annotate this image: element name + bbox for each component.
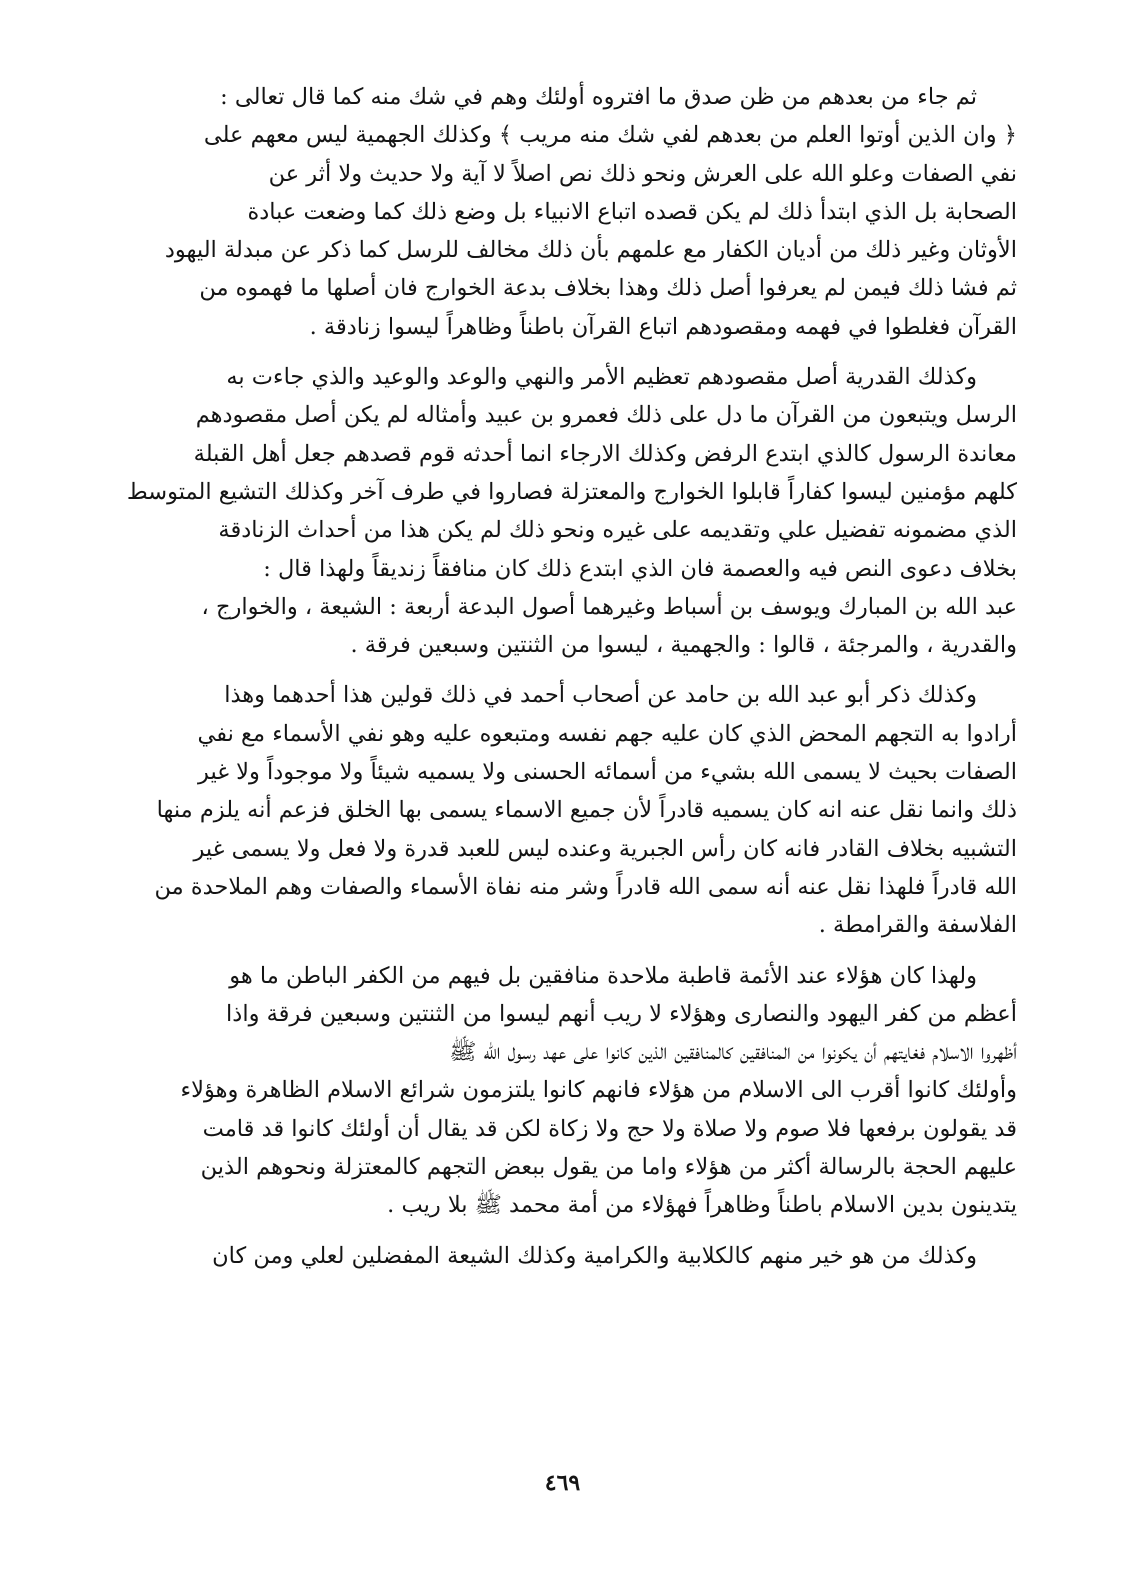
text-line: وكذلك من هو خير منهم كالكلابية والكرامية وكذلك الشيعة المفضلين لعلي ومن كان bbox=[212, 1242, 977, 1269]
paragraph-2 bbox=[72, 358, 1017, 664]
text-line: عليهم الحجة بالرسالة أكثر من هؤلاء واما من يقول ببعض التجهم كالمعتزلة ونحوهم الذين bbox=[200, 1154, 1017, 1181]
text-line: الأوثان وغير ذلك من أديان الكفار مع علمهم بأن ذلك مخالف للرسل كما ذكر عن مبدلة اليهود bbox=[164, 237, 1017, 264]
text-line: معاندة الرسول كالذي ابتدع الرفض وكذلك الارجاء انما أحدثه قوم قصدهم جعل أهل القبلة bbox=[193, 440, 1017, 467]
text-line: التشبيه بخلاف القادر فانه كان رأس الجبرية وعنده ليس للعبد قدرة ولا فعل ولا يسمى غير bbox=[193, 835, 1017, 862]
text-line: الذي مضمونه تفضيل علي وتقديمه على غيره ونحو ذلك لم يكن هذا من أحداث الزنادقة bbox=[218, 517, 1017, 544]
text-line: وكذلك ذكر أبو عبد الله بن حامد عن أصحاب أحمد في ذلك قولين هذا أحدهما وهذا bbox=[224, 682, 977, 709]
text-line: نفي الصفات وعلو الله على العرش ونحو ذلك نص اصلاً لا آية ولا حديث ولا أثر عن bbox=[268, 160, 1017, 187]
text-line: كلهم مؤمنين ليسوا كفاراً قابلوا الخوارج والمعتزلة فصاروا في طرف آخر وكذلك التشيع المتوسط bbox=[126, 478, 1017, 505]
text-line: الله قادراً فلهذا نقل عنه أنه سمى الله قادراً وشر منه نفاة الأسماء والصفات وهم الملاحدة من bbox=[154, 873, 1017, 900]
text-line: ﴿ وان الذين أوتوا العلم من بعدهم لفي شك منه مريب ﴾ وكذلك الجهمية ليس معهم على bbox=[203, 122, 1017, 149]
paragraph-1 bbox=[72, 78, 1017, 346]
paragraph-3 bbox=[72, 676, 1017, 944]
text-line: وأولئك كانوا أقرب الى الاسلام من هؤلاء فانهم كانوا يلتزمون شرائع الاسلام الظاهرة وهؤلاء bbox=[180, 1077, 1017, 1104]
text-line: قد يقولون برفعها فلا صوم ولا صلاة ولا حج ولا زكاة لكن قد يقال أن أولئك كانوا قد قامت bbox=[202, 1115, 1017, 1142]
text-line: عبد الله بن المبارك ويوسف بن أسباط وغيرهما أصول البدعة أربعة : الشيعة ، والخوارج ، bbox=[201, 593, 1017, 620]
text-line: الرسل ويتبعون من القرآن ما دل على ذلك فعمرو بن عبيد وأمثاله لم يكن أصل مقصودهم bbox=[195, 402, 1017, 429]
paragraph-4 bbox=[72, 957, 1017, 1225]
paragraph-5 bbox=[72, 1237, 1017, 1275]
page-number: ٤٦٩ bbox=[544, 1470, 581, 1496]
text-line: ثم جاء من بعدهم من ظن صدق ما افتروه أولئك وهم في شك منه كما قال تعالى : bbox=[220, 84, 977, 110]
text-line: ذلك وانما نقل عنه انه كان يسميه قادراً لأن جميع الاسماء يسمى بها الخلق فزعم أنه يلزم منها bbox=[156, 797, 1017, 824]
text-line: بخلاف دعوى النص فيه والعصمة فان الذي ابتدع ذلك كان منافقاً زنديقاً ولهذا قال : bbox=[263, 555, 1017, 582]
text-line: القرآن فغلطوا في فهمه ومقصودهم اتباع القرآن باطناً وظاهراً ليسوا زنادقة . bbox=[309, 313, 1017, 340]
text-line: أعظم من كفر اليهود والنصارى وهؤلاء لا ريب أنهم ليسوا من الثنتين وسبعين فرقة واذا bbox=[226, 1000, 1017, 1027]
text-line: وكذلك القدرية أصل مقصودهم تعظيم الأمر والنهي والوعد والوعيد والذي جاءت به bbox=[226, 364, 977, 391]
text-line: الفلاسفة والقرامطة . bbox=[818, 912, 1017, 939]
text-line: يتدينون بدين الاسلام باطناً وظاهراً فهؤلاء من أمة محمد ﷺ بلا ريب . bbox=[387, 1192, 1017, 1219]
text-line: والقدرية ، والمرجئة ، قالوا : والجهمية ، ليسوا من الثنتين وسبعين فرقة . bbox=[350, 632, 1017, 659]
text-line: الصحابة بل الذي ابتدأ ذلك لم يكن قصده اتباع الانبياء بل وضع ذلك كما وضعت عبادة bbox=[247, 198, 1017, 225]
page-text bbox=[72, 78, 1017, 1275]
text-line: أرادوا به التجهم المحض الذي كان عليه جهم نفسه ومتبعوه عليه وهو نفي الأسماء مع نفي bbox=[197, 720, 1017, 747]
text-line: ثم فشا ذلك فيمن لم يعرفوا أصل ذلك وهذا بخلاف بدعة الخوارج فان أصلها ما فهموه من bbox=[199, 275, 1017, 302]
text-line: ولهذا كان هؤلاء عند الأئمة قاطبة ملاحدة منافقين بل فيهم من الكفر الباطن ما هو bbox=[229, 962, 977, 989]
text-line: الصفات بحيث لا يسمى الله بشيء من أسمائه الحسنى ولا يسميه شيئاً ولا موجوداً ولا غير bbox=[198, 759, 1017, 786]
text-line: أظهروا الاسلام فغايتهم أن يكونوا من المنافقين كالمنافقين الذين كانوا على عهد رسول الله ﷺ bbox=[449, 1039, 1017, 1066]
